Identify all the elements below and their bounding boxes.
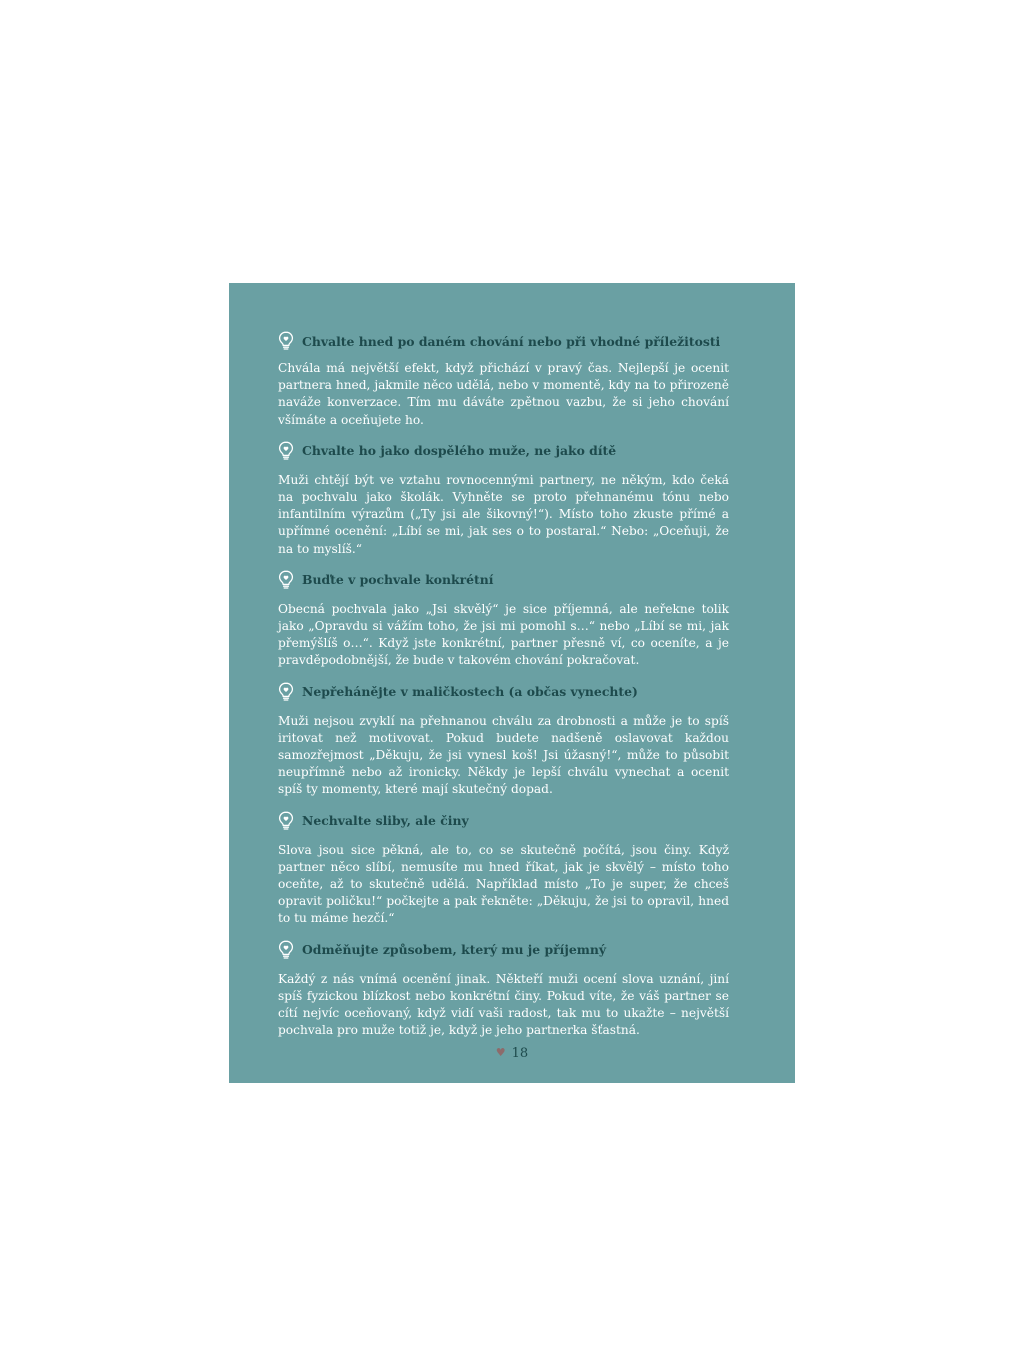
page-content: [278, 329, 729, 1039]
lightbulb-heart-icon: [278, 940, 294, 960]
tip-heading-text: Nechvalte sliby, ale činy: [302, 813, 469, 829]
lightbulb-heart-icon: [278, 682, 294, 702]
tip-heading: [278, 568, 729, 592]
tip-section: [278, 439, 729, 558]
tip-body: Muži nejsou zvyklí na přehnanou chválu za drobnosti a může je to spíš iritovat než motivovat. Pokud budete nadšeně oslavovat každou samozřejmost „Děkuju, že jsi vynesl koš! Jsi úžasný!“, může to působit neupřímně nebo až ironicky. Někdy je lepší chválu vynechat a ocenit spíš ty momenty, které mají skutečný dopad.: [278, 713, 729, 797]
lightbulb-heart-icon: [278, 331, 294, 351]
page-number: 18: [511, 1046, 529, 1061]
lightbulb-heart-icon: [278, 570, 294, 590]
tip-body: Obecná pochvala jako „Jsi skvělý“ je sice příjemná, ale neřekne tolik jako „Opravdu si vážím toho, že jsi mi pomohl s…“ nebo „Líbí se mi, jak přemýšlíš o…“. Když jste konkrétní, partner přesně ví, co oceníte, a je pravděpodobnější, že bude v takovém chování pokračovat.: [278, 601, 729, 668]
tip-section: [278, 809, 729, 928]
tip-heading: [278, 439, 729, 463]
tip-heading: [278, 329, 729, 353]
tip-heading-text: Chvalte ho jako dospělého muže, ne jako dítě: [302, 443, 617, 459]
tip-heading-text: Buďte v pochvale konkrétní: [302, 572, 494, 588]
tip-body: Muži chtějí být ve vztahu rovnocennými partnery, ne někým, kdo čeká na pochvalu jako školák. Vyhněte se proto přehnanému tónu nebo infantilním výrazům („Ty jsi ale šikovný!“). Místo toho zkuste přímé a upřímné ocenění: „Líbí se mi, jak ses o to postaral.“ Nebo: „Oceňuji, že na to myslíš.“: [278, 472, 729, 556]
tip-section: [278, 938, 729, 1040]
tip-heading: [278, 938, 729, 962]
tip-body: Slova jsou sice pěkná, ale to, co se skutečně počítá, jsou činy. Když partner něco slíbí, nemusíte mu hned říkat, jak je skvělý – místo toho oceňte, až to skutečně udělá. Například místo „To je super, že chceš opravit poličku!“ počkejte a pak řekněte: „Děkuju, že jsi to opravil, hned to tu máme hezčí.“: [278, 842, 729, 926]
tip-section: [278, 568, 729, 670]
book-page: [229, 283, 795, 1083]
tip-section: [278, 329, 729, 429]
tip-body: Každý z nás vnímá ocenění jinak. Někteří muži ocení slova uznání, jiní spíš fyzickou blízkost nebo konkrétní činy. Pokud víte, že váš partner se cítí nejvíc oceňovaný, když vidí vaši radost, tak mu to ukažte – největší pochvala pro muže totiž je, když je jeho partnerka šťastná.: [278, 971, 729, 1038]
tip-section: [278, 680, 729, 799]
lightbulb-heart-icon: [278, 811, 294, 831]
page-footer: [229, 1046, 795, 1061]
tip-heading-text: Chvalte hned po daném chování nebo při vhodné příležitosti: [302, 333, 721, 349]
tip-heading-text: Odměňujte způsobem, který mu je příjemný: [302, 942, 607, 958]
heart-icon: ♥: [495, 1046, 506, 1059]
tip-body: Chvála má největší efekt, když přichází v pravý čas. Nejlepší je ocenit partnera hned, jakmile něco udělá, nebo v momentě, kdy na to přirozeně naváže konverzace. Tím mu dáváte zpětnou vazbu, že si jeho chování všímáte a oceňujete ho.: [278, 361, 729, 427]
tip-heading-text: Nepřeháněјte v maličkostech (a občas vynechte): [302, 684, 638, 700]
tip-heading: [278, 809, 729, 833]
tip-heading: [278, 680, 729, 704]
lightbulb-heart-icon: [278, 441, 294, 461]
